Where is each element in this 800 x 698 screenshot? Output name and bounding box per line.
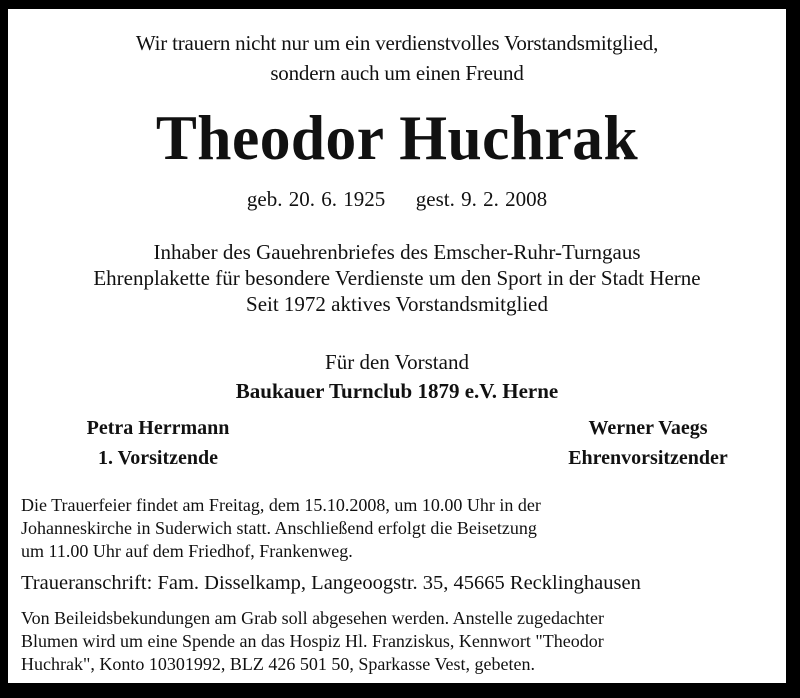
intro-line-2: sondern auch um einen Freund [270,61,524,85]
signatory-1-title: 1. Vorsitzende [98,447,218,469]
deceased-name: Theodor Huchrak [155,102,639,173]
honor-line-3: Seit 1972 aktives Vorstandsmitglied [246,292,548,316]
intro-line-1: Wir trauern nicht nur um ein verdienstvolles Vorstandsmitglied, [135,31,659,55]
honor-line-2: Ehrenplakette für besondere Verdienste um den Sport in der Stadt Herne [93,266,701,290]
honor-line-1: Inhaber des Gauehrenbriefes des Emscher-Ruhr-Turngaus [153,240,641,264]
club-name: Baukauer Turnclub 1879 e.V. Herne [235,379,559,403]
donation-line-1: Von Beileidsbekundungen am Grab soll abgesehen werden. Anstelle zugedachter [21,608,604,628]
signatory-2-title: Ehrenvorsitzender [568,447,728,469]
ceremony-line-2: Johanneskirche in Suderwich statt. Anschließend erfolgt die Beisetzung [21,518,537,538]
ceremony-line-1: Die Trauerfeier findet am Freitag, dem 15.10.2008, um 10.00 Uhr in der [21,495,541,515]
life-dates [8,187,786,212]
obituary-notice [8,9,786,683]
signatory-2-name: Werner Vaegs [588,417,708,439]
donation-line-2: Blumen wird um eine Spende an das Hospiz Hl. Franziskus, Kennwort "Theodor [21,631,604,651]
birth-date: geb. 20. 6. 1925 [246,187,386,211]
death-date: gest. 9. 2. 2008 [415,187,548,211]
signatory-1-name: Petra Herrmann [86,417,230,439]
for-board-label: Für den Vorstand [325,350,469,374]
mourning-address: Traueranschrift: Fam. Disselkamp, Langeoogstr. 35, 45665 Recklinghausen [21,572,641,594]
donation-line-3: Huchrak", Konto 10301992, BLZ 426 501 50, Sparkasse Vest, gebeten. [21,654,535,674]
ceremony-line-3: um 11.00 Uhr auf dem Friedhof, Frankenweg. [21,541,353,561]
